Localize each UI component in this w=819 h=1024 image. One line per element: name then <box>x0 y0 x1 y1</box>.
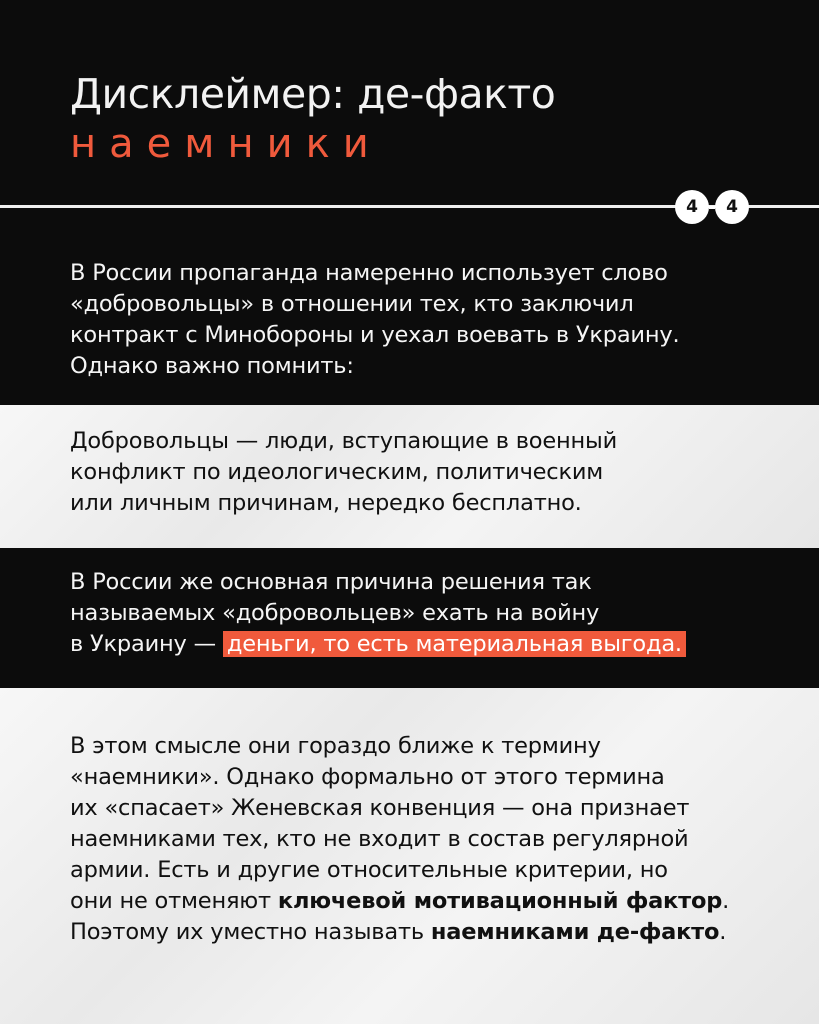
paragraph-definition <box>70 426 770 519</box>
text-fragment: они не отменяют <box>70 888 278 914</box>
page-title-accent: наемники <box>70 121 382 167</box>
text-line <box>70 629 770 660</box>
text-line <box>70 917 770 948</box>
text-line: В России пропаганда намеренно использует слово <box>70 260 668 286</box>
paragraph-reason <box>70 567 770 660</box>
page-indicator <box>675 190 749 224</box>
text-line: называемых «добровольцев» ехать на войну <box>70 600 600 626</box>
text-line: Добровольцы — люди, вступающие в военный <box>70 428 618 454</box>
highlight-money: деньги, то есть материальная выгода. <box>223 631 686 657</box>
text-line: армии. Есть и другие относительные критерии, но <box>70 857 668 883</box>
bold-key-factor: ключевой мотивационный фактор <box>277 888 723 914</box>
text-line: В России же основная причина решения так <box>70 569 592 595</box>
text-line: контракт с Минобороны и уехал воевать в Украину. <box>70 322 680 348</box>
text-line: В этом смысле они гораздо ближе к термину <box>70 733 601 759</box>
paragraph-propaganda <box>70 258 770 382</box>
page-current: 4 <box>675 190 709 224</box>
text-line: конфликт по идеологическим, политическим <box>70 459 604 485</box>
text-fragment: . <box>722 888 730 914</box>
bold-defacto-mercenaries: наемниками де-факто <box>430 919 720 945</box>
page-total: 4 <box>715 190 749 224</box>
text-fragment: Поэтому их уместно называть <box>70 919 431 945</box>
text-line: «добровольцы» в отношении тех, кто заключил <box>70 291 634 317</box>
text-fragment: . <box>719 919 727 945</box>
paragraph-conclusion <box>70 731 770 948</box>
text-line: Однако важно помнить: <box>70 353 354 379</box>
text-line: «наемники». Однако формально от этого термина <box>70 764 665 790</box>
text-line: наемниками тех, кто не входит в состав регулярной <box>70 826 689 852</box>
text-fragment: в Украину — <box>70 631 223 657</box>
text-line: или личным причинам, нередко бесплатно. <box>70 490 582 516</box>
page-title: Дисклеймер: де-факто <box>70 70 556 118</box>
text-line <box>70 886 770 917</box>
text-line: их «спасает» Женевская конвенция — она признает <box>70 795 690 821</box>
